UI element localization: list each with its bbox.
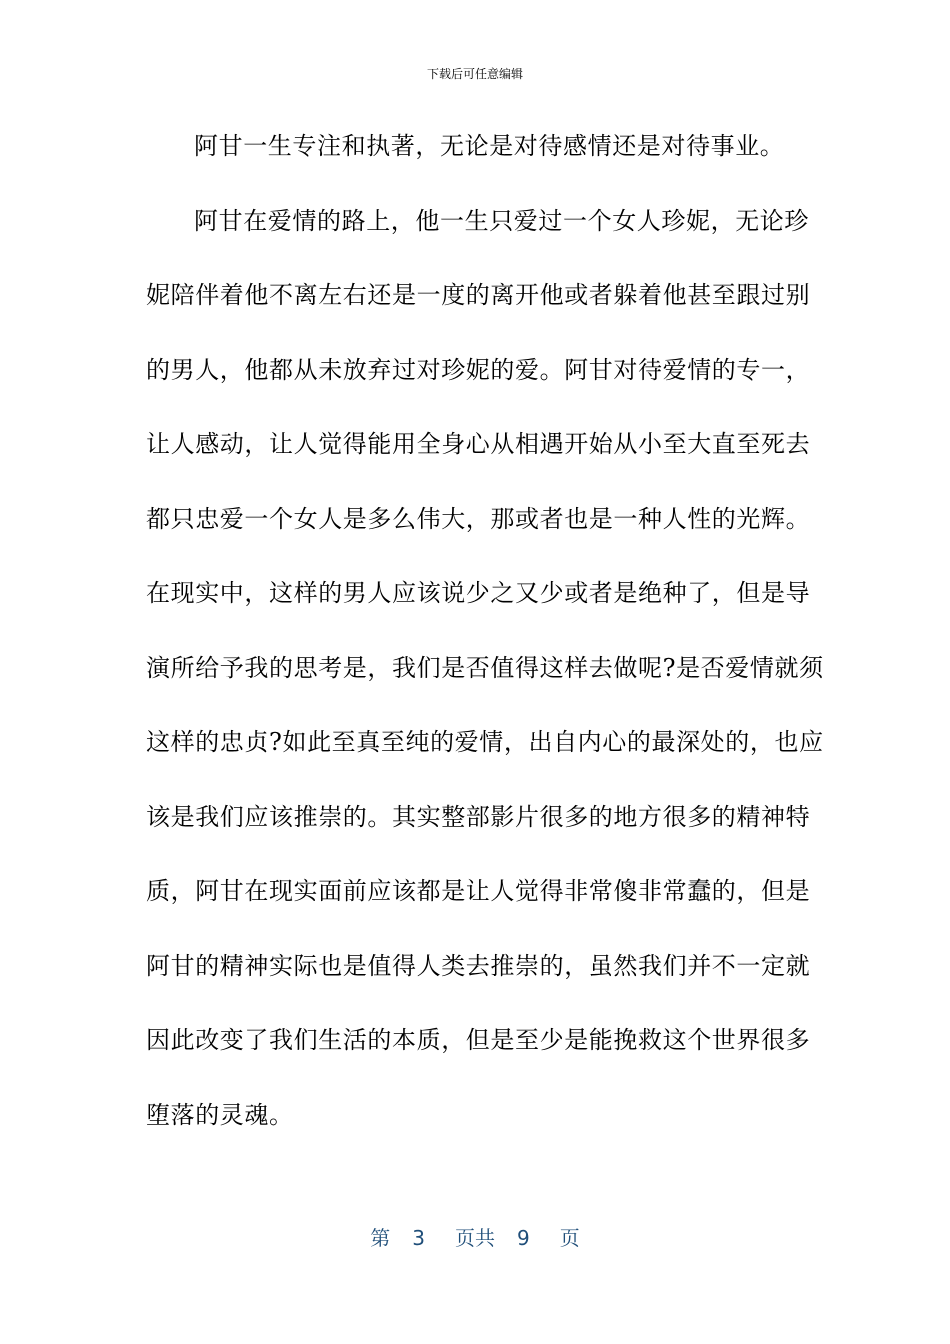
paragraph-line: 阿甘的精神实际也是值得人类去推崇的，虽然我们并不一定就 <box>146 951 811 980</box>
footer-suffix: 页 <box>559 1226 580 1250</box>
footer-middle: 页共 <box>455 1226 495 1250</box>
page-footer <box>0 1224 950 1252</box>
paragraph-line: 在现实中，这样的男人应该说少之又少或者是绝种了，但是导 <box>146 579 811 607</box>
paragraph-line: 质，阿甘在现实面前应该都是让人觉得非常傻非常蠢的，但是 <box>146 877 811 905</box>
document-body <box>146 120 824 1163</box>
paragraph-line: 妮陪伴着他不离左右还是一度的离开他或者躲着他甚至跟过别 <box>146 281 811 309</box>
paragraph-line: 阿甘在爱情的路上，他一生只爱过一个女人珍妮，无论珍 <box>194 206 809 235</box>
paragraph-line: 的男人，他都从未放弃过对珍妮的爱。阿甘对待爱情的专一， <box>146 355 811 384</box>
footer-prefix: 第 <box>370 1226 391 1250</box>
paragraph-line: 都只忠爱一个女人是多么伟大，那或者也是一种人性的光辉。 <box>146 504 811 533</box>
footer-total-pages: 9 <box>517 1226 530 1250</box>
page-header: 下载后可任意编辑 <box>426 67 523 81</box>
paragraph-line: 这样的忠贞?如此至真至纯的爱情，出自内心的最深处的，也应 <box>146 728 824 756</box>
paragraph-line: 让人感动，让人觉得能用全身心从相遇开始从小至大直至死去 <box>146 430 811 458</box>
footer-page-number: 3 <box>412 1226 425 1250</box>
paragraph-line: 演所给予我的思考是，我们是否值得这样去做呢?是否爱情就须 <box>146 653 824 682</box>
paragraph-line: 该是我们应该推崇的。其实整部影片很多的地方很多的精神特 <box>146 802 811 831</box>
paragraph-line: 因此改变了我们生活的本质，但是至少是能挽救这个世界很多 <box>146 1026 811 1054</box>
paragraph-line: 堕落的灵魂。 <box>146 1100 294 1129</box>
paragraph-line: 阿甘一生专注和执著，无论是对待感情还是对待事业。 <box>194 132 785 160</box>
